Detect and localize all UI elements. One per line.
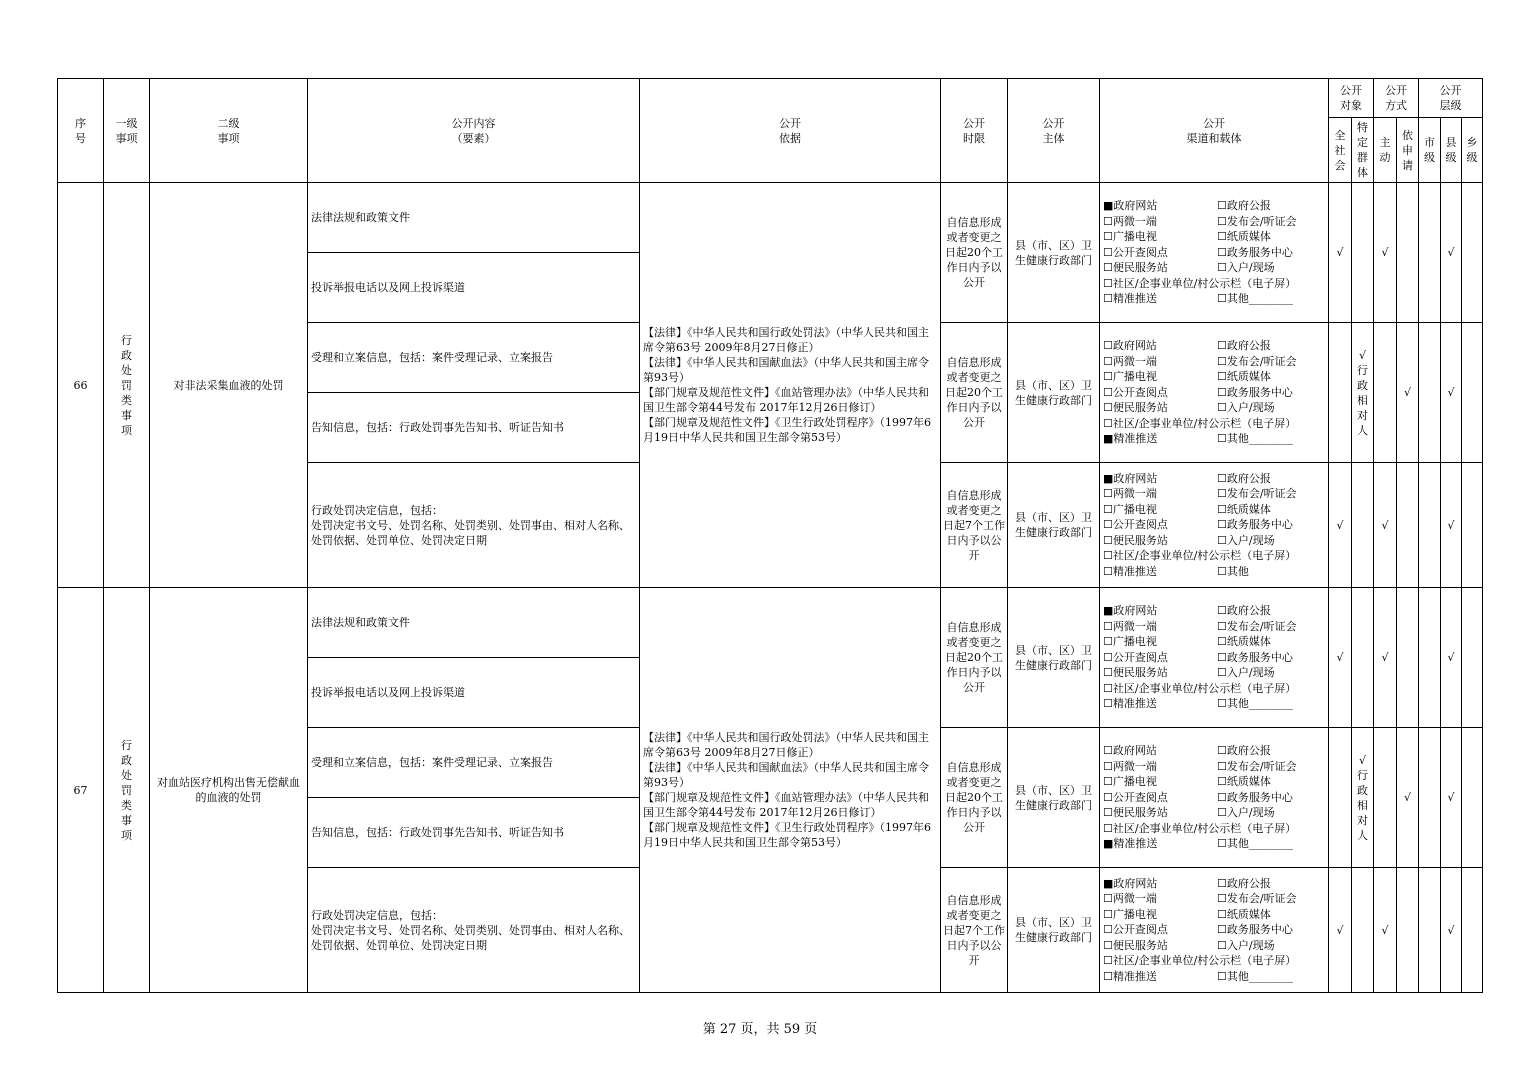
flag-active: √ bbox=[1374, 588, 1397, 728]
flag-township bbox=[1462, 588, 1483, 728]
channel-option: ☐政府网站 bbox=[1103, 744, 1157, 758]
channel-option: ☐便民服务站 bbox=[1103, 806, 1168, 820]
flag-all-society bbox=[1329, 323, 1352, 463]
channel-list-last bbox=[1103, 969, 1326, 985]
disclosure-table bbox=[57, 78, 1483, 993]
item-level2: 对非法采集血液的处罚 bbox=[150, 183, 308, 588]
flag-specific-group: √行政相对人 bbox=[1352, 323, 1374, 463]
channel-option: ■精准推送 bbox=[1103, 432, 1158, 446]
channel-option: ☐公开查阅点 bbox=[1103, 518, 1168, 532]
header-specific-group: 特定群体 bbox=[1352, 118, 1374, 183]
channel-option: ☐政务服务中心 bbox=[1217, 650, 1293, 664]
channel-option: ☐发布会/听证会 bbox=[1217, 487, 1297, 501]
channel-option: ☐纸质媒体 bbox=[1217, 230, 1271, 244]
channel-list-last bbox=[1103, 564, 1326, 580]
channel-option: ☐纸质媒体 bbox=[1217, 907, 1271, 921]
channel-option: ☐广播电视 bbox=[1103, 775, 1157, 789]
flag-all-society: √ bbox=[1329, 588, 1352, 728]
channel-option: ☐其他 bbox=[1217, 564, 1249, 578]
flag-active bbox=[1374, 323, 1397, 463]
header-method: 公开 方式 bbox=[1374, 79, 1419, 118]
header-all-society: 全社会 bbox=[1329, 118, 1352, 183]
item-level2: 对血站医疗机构出售无偿献血的血液的处罚 bbox=[150, 588, 308, 993]
channel-option: ☐纸质媒体 bbox=[1217, 635, 1271, 649]
flag-all-society bbox=[1329, 728, 1352, 868]
header-on-request: 依申请 bbox=[1397, 118, 1419, 183]
item-content: 投诉举报电话以及网上投诉渠道 bbox=[308, 253, 640, 323]
flag-on-request: √ bbox=[1397, 728, 1419, 868]
channel-option: ☐政务服务中心 bbox=[1217, 518, 1293, 532]
channel-option-bulletin: ☐社区/企事业单位/村公示栏（电子屏） bbox=[1103, 681, 1297, 695]
channel-option: ■政府网站 bbox=[1103, 876, 1158, 890]
channel-option: ☐纸质媒体 bbox=[1217, 775, 1271, 789]
channel-option: ☐其他________ bbox=[1217, 837, 1293, 851]
channel-option: ☐政府公报 bbox=[1217, 471, 1271, 485]
channel-option: ☐便民服务站 bbox=[1103, 938, 1168, 952]
item-subject: 县（市、区）卫生健康行政部门 bbox=[1008, 868, 1100, 993]
flag-township bbox=[1462, 463, 1483, 588]
channel-option: ☐政务服务中心 bbox=[1217, 245, 1293, 259]
flag-township bbox=[1462, 183, 1483, 323]
channel-option: ■精准推送 bbox=[1103, 837, 1158, 851]
channel-option: ☐其他________ bbox=[1217, 969, 1293, 983]
channel-list-last bbox=[1103, 836, 1326, 852]
channel-list bbox=[1103, 338, 1326, 416]
flag-city bbox=[1419, 183, 1441, 323]
item-channels bbox=[1100, 323, 1329, 463]
channel-option: ☐其他________ bbox=[1217, 432, 1293, 446]
flag-city bbox=[1419, 588, 1441, 728]
channel-option: ☐政府公报 bbox=[1217, 199, 1271, 213]
table-row bbox=[58, 588, 1483, 658]
item-content: 告知信息，包括：行政处罚事先告知书、听证告知书 bbox=[308, 393, 640, 463]
item-deadline: 自信息形成或者变更之日起7个工作日内予以公开 bbox=[941, 868, 1008, 993]
item-subject: 县（市、区）卫生健康行政部门 bbox=[1008, 183, 1100, 323]
header-city: 市级 bbox=[1419, 118, 1441, 183]
item-subject: 县（市、区）卫生健康行政部门 bbox=[1008, 323, 1100, 463]
channel-option: ☐入户/现场 bbox=[1217, 401, 1275, 415]
channel-option-bulletin: ☐社区/企事业单位/村公示栏（电子屏） bbox=[1103, 416, 1297, 430]
channel-option: ☐广播电视 bbox=[1103, 907, 1157, 921]
flag-active: √ bbox=[1374, 868, 1397, 993]
item-level1: 行政处罚类事项 bbox=[104, 183, 150, 588]
header-seq: 序 号 bbox=[58, 79, 104, 183]
item-channels bbox=[1100, 868, 1329, 993]
channel-option: ☐广播电视 bbox=[1103, 635, 1157, 649]
channel-option: ☐入户/现场 bbox=[1217, 806, 1275, 820]
channel-option: ☐纸质媒体 bbox=[1217, 502, 1271, 516]
channel-option: ☐两微一端 bbox=[1103, 892, 1157, 906]
channel-list bbox=[1103, 471, 1326, 549]
flag-city bbox=[1419, 868, 1441, 993]
channel-option: ☐公开查阅点 bbox=[1103, 923, 1168, 937]
item-seq: 67 bbox=[58, 588, 104, 993]
flag-specific-group bbox=[1352, 588, 1374, 728]
channel-option: ☐发布会/听证会 bbox=[1217, 619, 1297, 633]
item-channels bbox=[1100, 728, 1329, 868]
channel-list bbox=[1103, 198, 1326, 276]
item-deadline: 自信息形成或者变更之日起20个工作日内予以公开 bbox=[941, 183, 1008, 323]
flag-county: √ bbox=[1441, 588, 1462, 728]
item-subject: 县（市、区）卫生健康行政部门 bbox=[1008, 463, 1100, 588]
channel-option: ☐发布会/听证会 bbox=[1217, 892, 1297, 906]
item-content: 法律法规和政策文件 bbox=[308, 588, 640, 658]
channel-list bbox=[1103, 876, 1326, 954]
channel-option: ☐两微一端 bbox=[1103, 487, 1157, 501]
item-deadline: 自信息形成或者变更之日起20个工作日内予以公开 bbox=[941, 588, 1008, 728]
header-subject: 公开 主体 bbox=[1008, 79, 1100, 183]
header-active: 主动 bbox=[1374, 118, 1397, 183]
flag-county: √ bbox=[1441, 728, 1462, 868]
table-header bbox=[58, 79, 1483, 183]
channel-option: ☐政务服务中心 bbox=[1217, 385, 1293, 399]
channel-option: ☐公开查阅点 bbox=[1103, 790, 1168, 804]
channel-option: ☐便民服务站 bbox=[1103, 261, 1168, 275]
item-deadline: 自信息形成或者变更之日起20个工作日内予以公开 bbox=[941, 323, 1008, 463]
channel-option: ☐政务服务中心 bbox=[1217, 923, 1293, 937]
channel-option: ☐政府公报 bbox=[1217, 339, 1271, 353]
item-channels bbox=[1100, 588, 1329, 728]
channel-option: ☐入户/现场 bbox=[1217, 261, 1275, 275]
flag-on-request bbox=[1397, 463, 1419, 588]
channel-option: ☐便民服务站 bbox=[1103, 666, 1168, 680]
flag-city bbox=[1419, 463, 1441, 588]
channel-option: ■政府网站 bbox=[1103, 471, 1158, 485]
channel-list bbox=[1103, 603, 1326, 681]
item-basis: 【法律】《中华人民共和国行政处罚法》（中华人民共和国主席令第63号 2009年8月27日修正） 【法律】《中华人民共和国献血法》（中华人民共和国主席令第93号） 【部门规章及规范性文件】《血站管理办法》（中华人民共和国卫生部令第44号发布 2017年12月26日修订） 【部门规章及规范性文件】《卫生行政处罚程序》（1997年6月19日中华人民共和国卫生部令第53号） bbox=[640, 183, 941, 588]
channel-option: ☐精准推送 bbox=[1103, 564, 1157, 578]
flag-all-society: √ bbox=[1329, 868, 1352, 993]
page-footer: 第 27 页，共 59 页 bbox=[702, 1022, 818, 1037]
channel-option-bulletin: ☐社区/企事业单位/村公示栏（电子屏） bbox=[1103, 954, 1297, 968]
flag-county: √ bbox=[1441, 868, 1462, 993]
item-deadline: 自信息形成或者变更之日起7个工作日内予以公开 bbox=[941, 463, 1008, 588]
channel-option-bulletin: ☐社区/企事业单位/村公示栏（电子屏） bbox=[1103, 549, 1297, 563]
flag-county: √ bbox=[1441, 463, 1462, 588]
channel-option: ☐公开查阅点 bbox=[1103, 385, 1168, 399]
channel-list bbox=[1103, 743, 1326, 821]
channel-list-last bbox=[1103, 291, 1326, 307]
item-deadline: 自信息形成或者变更之日起20个工作日内予以公开 bbox=[941, 728, 1008, 868]
item-channels bbox=[1100, 183, 1329, 323]
header-township: 乡级 bbox=[1462, 118, 1483, 183]
header-basis: 公开 依据 bbox=[640, 79, 941, 183]
channel-option: ☐两微一端 bbox=[1103, 214, 1157, 228]
item-seq: 66 bbox=[58, 183, 104, 588]
channel-option: ☐公开查阅点 bbox=[1103, 650, 1168, 664]
table-row bbox=[58, 183, 1483, 253]
channel-option: ☐纸质媒体 bbox=[1217, 370, 1271, 384]
item-subject: 县（市、区）卫生健康行政部门 bbox=[1008, 728, 1100, 868]
flag-specific-group: √行政相对人 bbox=[1352, 728, 1374, 868]
channel-option: ☐其他________ bbox=[1217, 292, 1293, 306]
channel-option: ☐发布会/听证会 bbox=[1217, 214, 1297, 228]
channel-option: ☐广播电视 bbox=[1103, 230, 1157, 244]
item-content: 法律法规和政策文件 bbox=[308, 183, 640, 253]
flag-specific-group bbox=[1352, 463, 1374, 588]
flag-township bbox=[1462, 728, 1483, 868]
channel-option: ☐精准推送 bbox=[1103, 969, 1157, 983]
channel-option: ☐发布会/听证会 bbox=[1217, 354, 1297, 368]
item-content: 投诉举报电话以及网上投诉渠道 bbox=[308, 658, 640, 728]
header-level2: 二级 事项 bbox=[150, 79, 308, 183]
flag-on-request bbox=[1397, 183, 1419, 323]
flag-on-request: √ bbox=[1397, 323, 1419, 463]
item-content: 告知信息，包括：行政处罚事先告知书、听证告知书 bbox=[308, 798, 640, 868]
item-level1: 行政处罚类事项 bbox=[104, 588, 150, 993]
channel-option: ☐发布会/听证会 bbox=[1217, 759, 1297, 773]
channel-option: ■政府网站 bbox=[1103, 199, 1158, 213]
channel-option: ☐精准推送 bbox=[1103, 292, 1157, 306]
header-level: 公开 层级 bbox=[1419, 79, 1483, 118]
channel-option: ☐广播电视 bbox=[1103, 502, 1157, 516]
flag-county: √ bbox=[1441, 323, 1462, 463]
header-content: 公开内容 （要素） bbox=[308, 79, 640, 183]
flag-all-society: √ bbox=[1329, 463, 1352, 588]
channel-option: ☐入户/现场 bbox=[1217, 938, 1275, 952]
channel-option: ■政府网站 bbox=[1103, 604, 1158, 618]
flag-specific-group bbox=[1352, 868, 1374, 993]
flag-township bbox=[1462, 323, 1483, 463]
channel-option: ☐便民服务站 bbox=[1103, 401, 1168, 415]
table-body bbox=[58, 183, 1483, 993]
channel-option-bulletin: ☐社区/企事业单位/村公示栏（电子屏） bbox=[1103, 276, 1297, 290]
disclosure-table-sheet bbox=[57, 78, 1482, 993]
flag-active bbox=[1374, 728, 1397, 868]
item-subject: 县（市、区）卫生健康行政部门 bbox=[1008, 588, 1100, 728]
channel-option: ☐广播电视 bbox=[1103, 370, 1157, 384]
channel-option: ☐政府网站 bbox=[1103, 339, 1157, 353]
flag-county: √ bbox=[1441, 183, 1462, 323]
flag-active: √ bbox=[1374, 183, 1397, 323]
flag-township bbox=[1462, 868, 1483, 993]
flag-city bbox=[1419, 323, 1441, 463]
channel-option: ☐便民服务站 bbox=[1103, 533, 1168, 547]
flag-all-society: √ bbox=[1329, 183, 1352, 323]
channel-list-last bbox=[1103, 696, 1326, 712]
flag-city bbox=[1419, 728, 1441, 868]
channel-option: ☐公开查阅点 bbox=[1103, 245, 1168, 259]
channel-option: ☐入户/现场 bbox=[1217, 533, 1275, 547]
header-deadline: 公开 时限 bbox=[941, 79, 1008, 183]
header-channel: 公开 渠道和载体 bbox=[1100, 79, 1329, 183]
channel-option: ☐政务服务中心 bbox=[1217, 790, 1293, 804]
channel-option: ☐两微一端 bbox=[1103, 759, 1157, 773]
item-content: 受理和立案信息，包括：案件受理记录、立案报告 bbox=[308, 323, 640, 393]
channel-list-last bbox=[1103, 431, 1326, 447]
channel-option: ☐政府公报 bbox=[1217, 876, 1271, 890]
item-content: 受理和立案信息，包括：案件受理记录、立案报告 bbox=[308, 728, 640, 798]
header-object: 公开 对象 bbox=[1329, 79, 1374, 118]
item-content: 行政处罚决定信息，包括： 处罚决定书文号、处罚名称、处罚类别、处罚事由、相对人名称、处罚依据、处罚单位、处罚决定日期 bbox=[308, 463, 640, 588]
flag-specific-group bbox=[1352, 183, 1374, 323]
flag-on-request bbox=[1397, 588, 1419, 728]
item-channels bbox=[1100, 463, 1329, 588]
flag-on-request bbox=[1397, 868, 1419, 993]
item-basis: 【法律】《中华人民共和国行政处罚法》（中华人民共和国主席令第63号 2009年8月27日修正） 【法律】《中华人民共和国献血法》（中华人民共和国主席令第93号） 【部门规章及规范性文件】《血站管理办法》（中华人民共和国卫生部令第44号发布 2017年12月26日修订） 【部门规章及规范性文件】《卫生行政处罚程序》（1997年6月19日中华人民共和国卫生部令第53号） bbox=[640, 588, 941, 993]
header-county: 县级 bbox=[1441, 118, 1462, 183]
channel-option: ☐政府公报 bbox=[1217, 604, 1271, 618]
channel-option: ☐入户/现场 bbox=[1217, 666, 1275, 680]
flag-active: √ bbox=[1374, 463, 1397, 588]
channel-option: ☐其他________ bbox=[1217, 697, 1293, 711]
channel-option: ☐精准推送 bbox=[1103, 697, 1157, 711]
channel-option: ☐两微一端 bbox=[1103, 619, 1157, 633]
header-level1: 一级 事项 bbox=[104, 79, 150, 183]
channel-option: ☐两微一端 bbox=[1103, 354, 1157, 368]
item-content: 行政处罚决定信息，包括： 处罚决定书文号、处罚名称、处罚类别、处罚事由、相对人名称、处罚依据、处罚单位、处罚决定日期 bbox=[308, 868, 640, 993]
channel-option: ☐政府公报 bbox=[1217, 744, 1271, 758]
channel-option-bulletin: ☐社区/企事业单位/村公示栏（电子屏） bbox=[1103, 821, 1297, 835]
